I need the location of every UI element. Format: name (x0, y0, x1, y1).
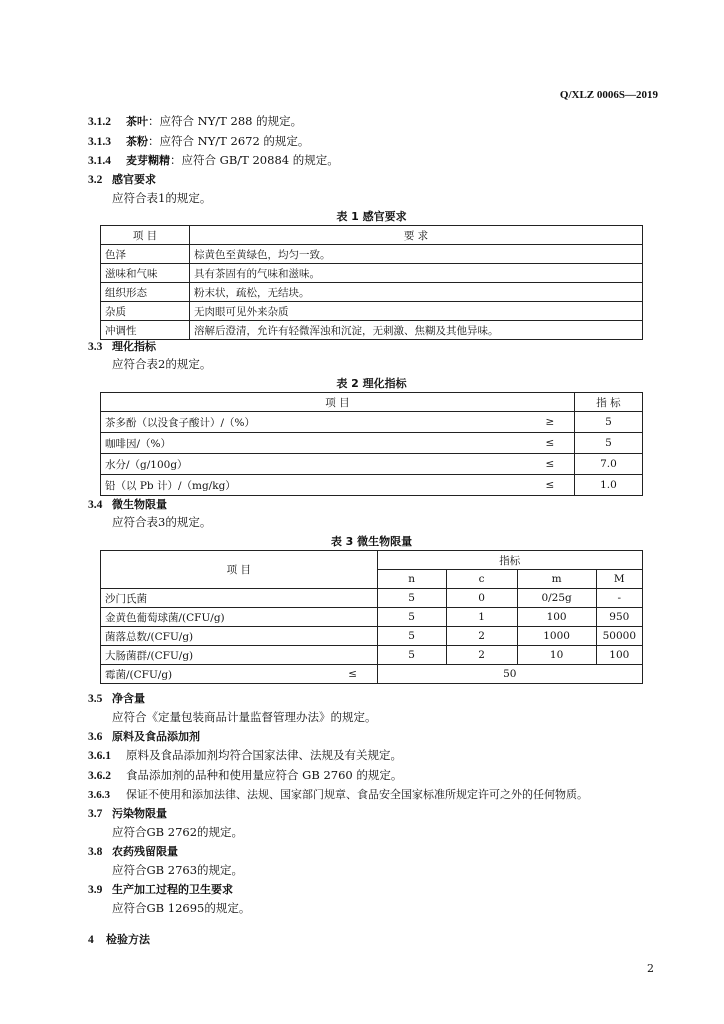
table-cell: 5 (377, 646, 446, 665)
table-cell: 0/25g (517, 589, 596, 608)
table-cell: 茶多酚（以没食子酸计）/（%） (101, 412, 526, 433)
table-row (101, 627, 643, 646)
table-cell: 100 (517, 608, 596, 627)
table-cell: 5 (377, 627, 446, 646)
table-header: 项 目 (101, 226, 190, 245)
section-3-3-heading: 3.3 理化指标 (88, 340, 156, 353)
table-cell: 杂质 (101, 302, 190, 321)
table-cell: 棕黄色至黄绿色，均匀一致。 (190, 245, 643, 264)
table-cell: 水分/（g/100g） (101, 454, 526, 475)
clause-3-1-2: 3.1.2 茶叶：应符合 NY/T 288 的规定。 (88, 114, 303, 128)
section-3-8-text: 应符合GB 2763的规定。 (112, 863, 244, 877)
table-cell: 咖啡因/（%） (101, 433, 526, 454)
section-3-2-heading: 3.2 感官要求 (88, 173, 156, 186)
clause-3-6-1: 3.6.1 原料及食品添加剂均符合国家法律、法规及有关规定。 (88, 748, 402, 762)
table-cell: 5 (377, 608, 446, 627)
table-cell: 1 (446, 608, 517, 627)
table-header: 项 目 (101, 551, 378, 589)
section-3-4-heading: 3.4 微生物限量 (88, 498, 167, 511)
table-row (101, 475, 643, 496)
table-row (101, 589, 643, 608)
table-subheader: n (377, 570, 446, 589)
document-code: Q/XLZ 0006S—2019 (559, 89, 658, 101)
clause-3-1-4: 3.1.4 麦芽糊精：应符合 GB/T 20884 的规定。 (88, 153, 339, 167)
table-cell: 大肠菌群/(CFU/g) (101, 646, 378, 665)
physicochemical-table (100, 392, 643, 496)
section-3-2-text: 应符合表1的规定。 (112, 191, 212, 205)
table-cell: 色泽 (101, 245, 190, 264)
clause-3-6-2: 3.6.2 食品添加剂的品种和使用量应符合 GB 2760 的规定。 (88, 768, 403, 782)
table-cell: ≤ (526, 454, 575, 475)
table2-caption: 表 2 理化指标 (336, 377, 407, 390)
table-cell: 菌落总数/(CFU/g) (101, 627, 378, 646)
table-cell: 100 (596, 646, 642, 665)
clause-3-6-3: 3.6.3 保证不使用和添加法律、法规、国家部门规章、食品安全国家标准所规定许可之外的任何物质。 (88, 788, 588, 801)
table-header: 指标 (377, 551, 642, 570)
table-cell: 2 (446, 627, 517, 646)
table1-caption: 表 1 感官要求 (336, 210, 407, 223)
section-3-9-heading: 3.9 生产加工过程的卫生要求 (88, 883, 233, 896)
table-cell: 滋味和气味 (101, 264, 190, 283)
table-subheader: c (446, 570, 517, 589)
section-4-heading: 4 检验方法 (88, 933, 150, 946)
table-cell: 2 (446, 646, 517, 665)
table-header-row (101, 551, 643, 570)
table-header: 要 求 (190, 226, 643, 245)
table-cell: 1.0 (574, 475, 642, 496)
table-row (101, 665, 643, 684)
table-row (101, 302, 643, 321)
table-cell: 沙门氏菌 (101, 589, 378, 608)
table-row (101, 412, 643, 433)
table3-caption: 表 3 微生物限量 (330, 535, 413, 548)
table-header-row (101, 393, 643, 412)
microbial-table (100, 550, 643, 684)
table-row (101, 283, 643, 302)
table-cell: 金黄色葡萄球菌/(CFU/g) (101, 608, 378, 627)
table-row (101, 264, 643, 283)
table-cell: - (596, 589, 642, 608)
table-cell: 7.0 (574, 454, 642, 475)
section-3-7-text: 应符合GB 2762的规定。 (112, 825, 244, 839)
table-subheader: M (596, 570, 642, 589)
table-row (101, 433, 643, 454)
section-3-9-text: 应符合GB 12695的规定。 (112, 901, 251, 915)
table-cell: ≤ (329, 665, 378, 684)
table-cell: 溶解后澄清，允许有轻微浑浊和沉淀，无刺激、焦糊及其他异味。 (190, 321, 643, 340)
table-header: 项 目 (101, 393, 575, 412)
table-cell: 组织形态 (101, 283, 190, 302)
table-cell: 无肉眼可见外来杂质 (190, 302, 643, 321)
section-3-5-heading: 3.5 净含量 (88, 692, 145, 705)
table-cell: 霉菌/(CFU/g) (101, 665, 329, 684)
table-subheader: m (517, 570, 596, 589)
table-cell: ≤ (526, 433, 575, 454)
section-3-8-heading: 3.8 农药残留限量 (88, 845, 178, 858)
section-3-5-text: 应符合《定量包装商品计量监督管理办法》的规定。 (112, 710, 377, 724)
table-cell: 5 (574, 433, 642, 454)
clause-3-1-3: 3.1.3 茶粉：应符合 NY/T 2672 的规定。 (88, 134, 310, 148)
table-row (101, 454, 643, 475)
table-cell: 0 (446, 589, 517, 608)
table-header-row (101, 226, 643, 245)
section-3-4-text: 应符合表3的规定。 (112, 515, 212, 529)
table-row (101, 608, 643, 627)
table-cell: 950 (596, 608, 642, 627)
table-header: 指 标 (574, 393, 642, 412)
table-cell: 冲调性 (101, 321, 190, 340)
table-cell: 5 (574, 412, 642, 433)
sensory-table (100, 225, 643, 340)
section-3-3-text: 应符合表2的规定。 (112, 357, 212, 371)
section-3-6-heading: 3.6 原料及食品添加剂 (88, 730, 200, 743)
table-cell: 1000 (517, 627, 596, 646)
table-row (101, 321, 643, 340)
table-cell: 具有茶固有的气味和滋味。 (190, 264, 643, 283)
table-cell: ≥ (526, 412, 575, 433)
table-cell: 50 (377, 665, 642, 684)
table-cell: 铅（以 Pb 计）/（mg/kg） (101, 475, 526, 496)
table-cell: 粉末状，疏松，无结块。 (190, 283, 643, 302)
page-number: 2 (647, 962, 654, 975)
table-cell: ≤ (526, 475, 575, 496)
table-row (101, 245, 643, 264)
section-3-7-heading: 3.7 污染物限量 (88, 807, 167, 820)
table-cell: 5 (377, 589, 446, 608)
table-cell: 50000 (596, 627, 642, 646)
table-cell: 10 (517, 646, 596, 665)
table-row (101, 646, 643, 665)
